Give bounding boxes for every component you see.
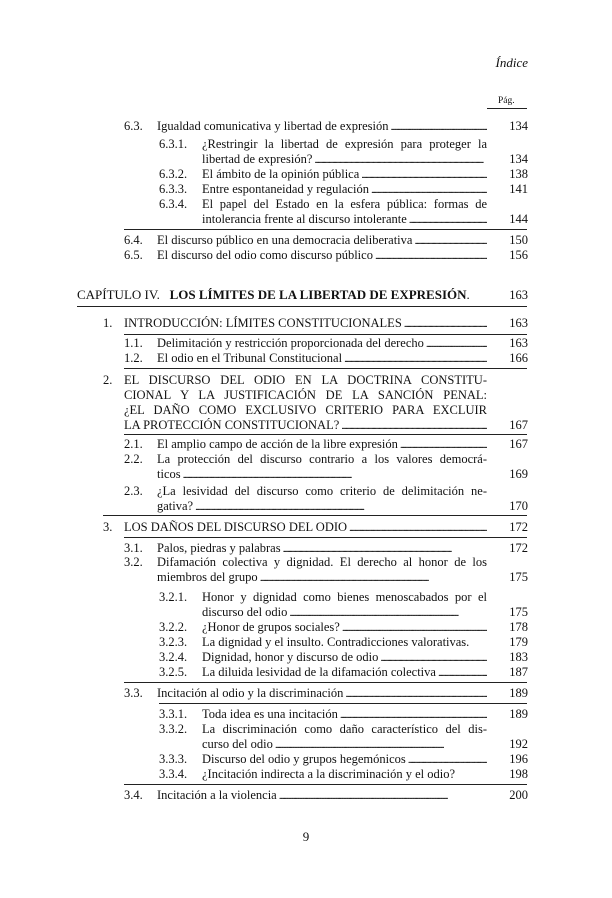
toc-entry: Entre espontaneidad y regulación . . . [202, 182, 487, 196]
entry-page: 170 [509, 499, 528, 513]
entry-number: 3.2.2. [159, 620, 188, 634]
divider [124, 537, 527, 538]
entry-number: 3.4. [124, 788, 143, 802]
toc-entry: El discurso público en una democracia deliberativa . . . [157, 233, 487, 247]
toc-entry-cont: CIONAL Y LA JUSTIFICACIÓN DE LA SANCIÓN PENAL: [124, 388, 487, 402]
divider [124, 434, 527, 435]
entry-number: 3.3. [124, 686, 143, 700]
entry-page: 198 [509, 767, 528, 781]
toc-entry: El papel del Estado en la esfera pública: formas de [202, 197, 487, 211]
entry-page: 144 [509, 212, 528, 226]
running-head: Índice [495, 55, 528, 70]
divider [77, 306, 527, 307]
entry-number: 3.1. [124, 541, 143, 555]
entry-page: 175 [509, 570, 528, 584]
entry-number: 3.2.3. [159, 635, 188, 649]
entry-number: 3.2.5. [159, 665, 188, 679]
divider [124, 368, 527, 369]
toc-entry: Incitación al odio y la discriminación . . . [157, 686, 487, 700]
entry-page: 192 [509, 737, 528, 751]
divider [124, 334, 527, 335]
toc-entry-cont: intolerancia frente al discurso intolerante . . . [202, 212, 487, 226]
entry-page: 166 [509, 351, 528, 365]
entry-page: 163 [509, 336, 528, 350]
entry-page: 200 [509, 788, 528, 802]
toc-entry: La dignidad y el insulto. Contradicciones valorativas. [202, 635, 470, 649]
entry-page: 156 [509, 248, 528, 262]
toc-entry: INTRODUCCIÓN: LÍMITES CONSTITUCIONALES . . . [124, 316, 487, 330]
divider [124, 682, 527, 683]
divider [124, 784, 527, 785]
toc-entry-cont: curso del odio . . . [202, 737, 487, 751]
entry-page: 163 [509, 288, 528, 302]
entry-number: 2. [103, 373, 113, 387]
entry-page: 178 [509, 620, 528, 634]
entry-number: 6.3.1. [159, 137, 188, 151]
toc-entry-cont: LA PROTECCIÓN CONSTITUCIONAL? . . . [124, 418, 487, 432]
entry-number: 1.1. [124, 336, 143, 350]
toc-entry: La discriminación como daño característico del dis- [202, 722, 487, 736]
entry-page: 179 [509, 635, 528, 649]
toc-entry: Palos, piedras y palabras . . . [157, 541, 487, 555]
entry-page: 187 [509, 665, 528, 679]
entry-page: 167 [509, 418, 528, 432]
entry-number: 3.2. [124, 555, 143, 569]
entry-page: 183 [509, 650, 528, 664]
toc-entry: La protección del discurso contrario a los valores democrá- [157, 452, 487, 466]
toc-entry: Discurso del odio y grupos hegemónicos . . . [202, 752, 487, 766]
entry-page: 172 [509, 541, 528, 555]
toc-entry-cont: discurso del odio . . . [202, 605, 487, 619]
entry-number: 3.3.3. [159, 752, 188, 766]
toc-entry: ¿La lesividad del discurso como criterio de delimitación ne- [157, 484, 487, 498]
entry-number: 2.1. [124, 437, 143, 451]
toc-entry: Honor y dignidad como bienes menoscabados por el [202, 590, 487, 604]
divider [124, 229, 527, 230]
toc-entry-cont: miembros del grupo . . . [157, 570, 487, 584]
toc-entry: ¿Honor de grupos sociales? . . . [202, 620, 487, 634]
toc-entry: LOS DAÑOS DEL DISCURSO DEL ODIO . . . [124, 520, 487, 534]
toc-entry: ¿Incitación indirecta a la discriminación y el odio? [202, 767, 456, 781]
entry-number: 6.3.3. [159, 182, 188, 196]
toc-entry: Igualdad comunicativa y libertad de expresión . . . [157, 119, 487, 133]
entry-number: 6.3. [124, 119, 143, 133]
entry-number: 1.2. [124, 351, 143, 365]
entry-number: 6.3.4. [159, 197, 188, 211]
entry-page: 172 [509, 520, 528, 534]
toc-entry: El ámbito de la opinión pública . . . [202, 167, 487, 181]
entry-page: 189 [509, 707, 528, 721]
toc-entry: ¿Restringir la libertad de expresión para proteger la [202, 137, 487, 151]
toc-entry: Toda idea es una incitación . . . [202, 707, 487, 721]
entry-page: 167 [509, 437, 528, 451]
entry-page: 163 [509, 316, 528, 330]
entry-number: 2.2. [124, 452, 143, 466]
chapter-heading: CAPÍTULO IV. LOS LÍMITES DE LA LIBERTAD DE EXPRESIÓN. [77, 287, 470, 302]
entry-page: 134 [509, 152, 528, 166]
page-column-rule [487, 108, 527, 109]
toc-entry-cont: libertad de expresión? . . . [202, 152, 487, 166]
entry-number: 3.3.1. [159, 707, 188, 721]
entry-number: 2.3. [124, 484, 143, 498]
toc-entry: La diluida lesividad de la difamación colectiva . . . [202, 665, 487, 679]
toc-entry: El discurso del odio como discurso público . . . [157, 248, 487, 262]
toc-entry: EL DISCURSO DEL ODIO EN LA DOCTRINA CONSTITU- [124, 373, 487, 387]
toc-entry: Delimitación y restricción proporcionada del derecho . . . [157, 336, 487, 350]
entry-page: 189 [509, 686, 528, 700]
toc-entry-cont: ¿EL DAÑO COMO EXCLUSIVO CRITERIO PARA EXCLUIR [124, 403, 487, 417]
toc-entry: El odio en el Tribunal Constitucional . . . [157, 351, 487, 365]
entry-page: 196 [509, 752, 528, 766]
entry-page: 141 [509, 182, 528, 196]
entry-number: 3.2.1. [159, 590, 188, 604]
entry-number: 3.2.4. [159, 650, 188, 664]
divider [159, 703, 527, 704]
toc-entry: Incitación a la violencia . . . [157, 788, 487, 802]
entry-page: 175 [509, 605, 528, 619]
entry-number: 3.3.2. [159, 722, 188, 736]
entry-number: 6.4. [124, 233, 143, 247]
entry-page: 138 [509, 167, 528, 181]
toc-entry: El amplio campo de acción de la libre expresión . . . [157, 437, 487, 451]
toc-entry: Dignidad, honor y discurso de odio . . . [202, 650, 487, 664]
page-column-label: Pág. [498, 96, 515, 106]
page-number: 9 [302, 829, 310, 844]
entry-number: 3.3.4. [159, 767, 188, 781]
divider [103, 515, 527, 516]
toc-entry-cont: gativa? . . . [157, 499, 487, 513]
entry-page: 169 [509, 467, 528, 481]
entry-page: 134 [509, 119, 528, 133]
toc-entry-cont: ticos . . . [157, 467, 487, 481]
entry-number: 1. [103, 316, 113, 330]
entry-number: 6.5. [124, 248, 143, 262]
entry-number: 6.3.2. [159, 167, 188, 181]
entry-page: 150 [509, 233, 528, 247]
toc-entry: Difamación colectiva y dignidad. El derecho al honor de los [157, 555, 487, 569]
entry-number: 3. [103, 520, 113, 534]
